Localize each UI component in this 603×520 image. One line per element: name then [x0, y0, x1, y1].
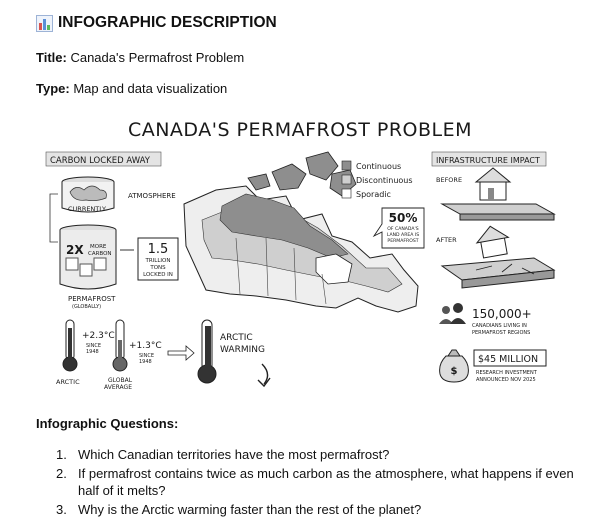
people-value: 150,000+: [472, 307, 532, 321]
percent-line-2: LAND AREA IS: [386, 233, 420, 238]
arctic-thermometer-icon: [63, 320, 77, 371]
svg-text:$: $: [450, 366, 458, 377]
percent-callout: [374, 208, 424, 248]
title-value: Canada's Permafrost Problem: [70, 50, 245, 65]
money-line-1: RESEARCH INVESTMENT: [476, 370, 537, 376]
two-x-value: 2X: [66, 243, 84, 257]
heading-text: INFOGRAPHIC DESCRIPTION: [58, 14, 277, 31]
bar-chart-icon: [36, 15, 53, 32]
infographic-image: [36, 108, 566, 408]
question-text: Which Canadian territories have the most permafrost?: [78, 447, 390, 462]
before-label: BEFORE: [436, 176, 463, 184]
carbon-section: [46, 152, 178, 310]
infrastructure-section: [432, 152, 554, 383]
document-heading: [36, 14, 277, 32]
trillion-line-2: TONS: [150, 265, 166, 271]
title-line: [36, 50, 244, 65]
trillion-value: 1.5: [147, 242, 169, 257]
question-item: [56, 446, 576, 463]
global-label-line-2: AVERAGE: [104, 384, 132, 391]
legend-continuous: Continuous: [356, 162, 402, 171]
infra-section-label: INFRASTRUCTURE IMPACT: [436, 156, 540, 165]
legend-sporadic-swatch: [342, 189, 351, 198]
title-label: Title:: [36, 50, 67, 65]
people-line-2: PERMAFROST REGIONS: [472, 330, 531, 336]
arctic-warming-line-1: ARCTIC: [220, 333, 253, 343]
people-icon: [439, 303, 466, 324]
currently-label: CURRENTLY: [68, 205, 106, 213]
trillion-line-3: LOCKED IN: [143, 272, 173, 278]
type-line: [36, 81, 227, 96]
arctic-label: ARCTIC: [56, 378, 80, 386]
money-line-2: ANNOUNCED NOV 2025: [476, 377, 536, 383]
legend-discontinuous-swatch: [342, 175, 351, 184]
percent-line-3: PERMAFROST: [387, 239, 419, 244]
legend-discontinuous: Discontinuous: [356, 176, 413, 185]
arctic-since-label: SINCE: [86, 343, 102, 349]
question-number: 2.: [56, 466, 67, 481]
carbon-section-label: CARBON LOCKED AWAY: [50, 156, 150, 166]
global-label-line-1: GLOBAL: [108, 377, 133, 384]
questions-title: Infographic Questions:: [36, 416, 179, 431]
global-thermometer-icon: [113, 320, 127, 371]
type-label: Type:: [36, 81, 70, 96]
after-label: AFTER: [436, 236, 457, 244]
question-item: [56, 465, 576, 499]
question-text: If permafrost contains twice as much carbon as the atmosphere, what happens if even half of it melts?: [78, 466, 574, 498]
arctic-warming-line-2: WARMING: [220, 345, 265, 355]
temperature-section: [56, 320, 270, 391]
atmosphere-label: ATMOSPHERE: [128, 192, 176, 200]
type-value: Map and data visualization: [73, 81, 228, 96]
question-item: [56, 501, 576, 518]
more-label: MORE: [90, 244, 107, 250]
globally-label: (GLOBALLY): [72, 304, 102, 310]
house-after-icon: [442, 224, 554, 288]
carbon-word: CARBON: [88, 251, 112, 257]
global-since-year: 1948: [139, 359, 152, 365]
global-since-label: SINCE: [139, 353, 155, 359]
question-number: 3.: [56, 502, 67, 517]
permafrost-label: PERMAFROST: [68, 295, 116, 303]
infographic-title: CANADA'S PERMAFROST PROBLEM: [127, 119, 473, 141]
percent-line-1: OF CANADA'S: [387, 227, 419, 232]
arrow-icon: [168, 346, 194, 360]
legend-continuous-swatch: [342, 161, 351, 170]
people-line-1: CANADIANS LIVING IN: [472, 323, 527, 329]
arctic-temp-value: +2.3°C: [82, 331, 115, 341]
permafrost-jar-icon: [60, 225, 116, 289]
question-number: 1.: [56, 447, 67, 462]
global-temp-value: +1.3°C: [129, 341, 162, 351]
arctic-since-year: 1948: [86, 349, 99, 355]
trillion-line-1: TRILLION: [145, 258, 171, 264]
question-text: Why is the Arctic warming faster than the rest of the planet?: [78, 502, 422, 517]
questions-list: [56, 446, 576, 520]
warming-thermometer-icon: [198, 320, 216, 383]
legend-sporadic: Sporadic: [356, 190, 391, 199]
percent-value: 50%: [388, 211, 418, 225]
money-bag-icon: [440, 350, 469, 382]
money-value: $45 MILLION: [478, 354, 539, 365]
